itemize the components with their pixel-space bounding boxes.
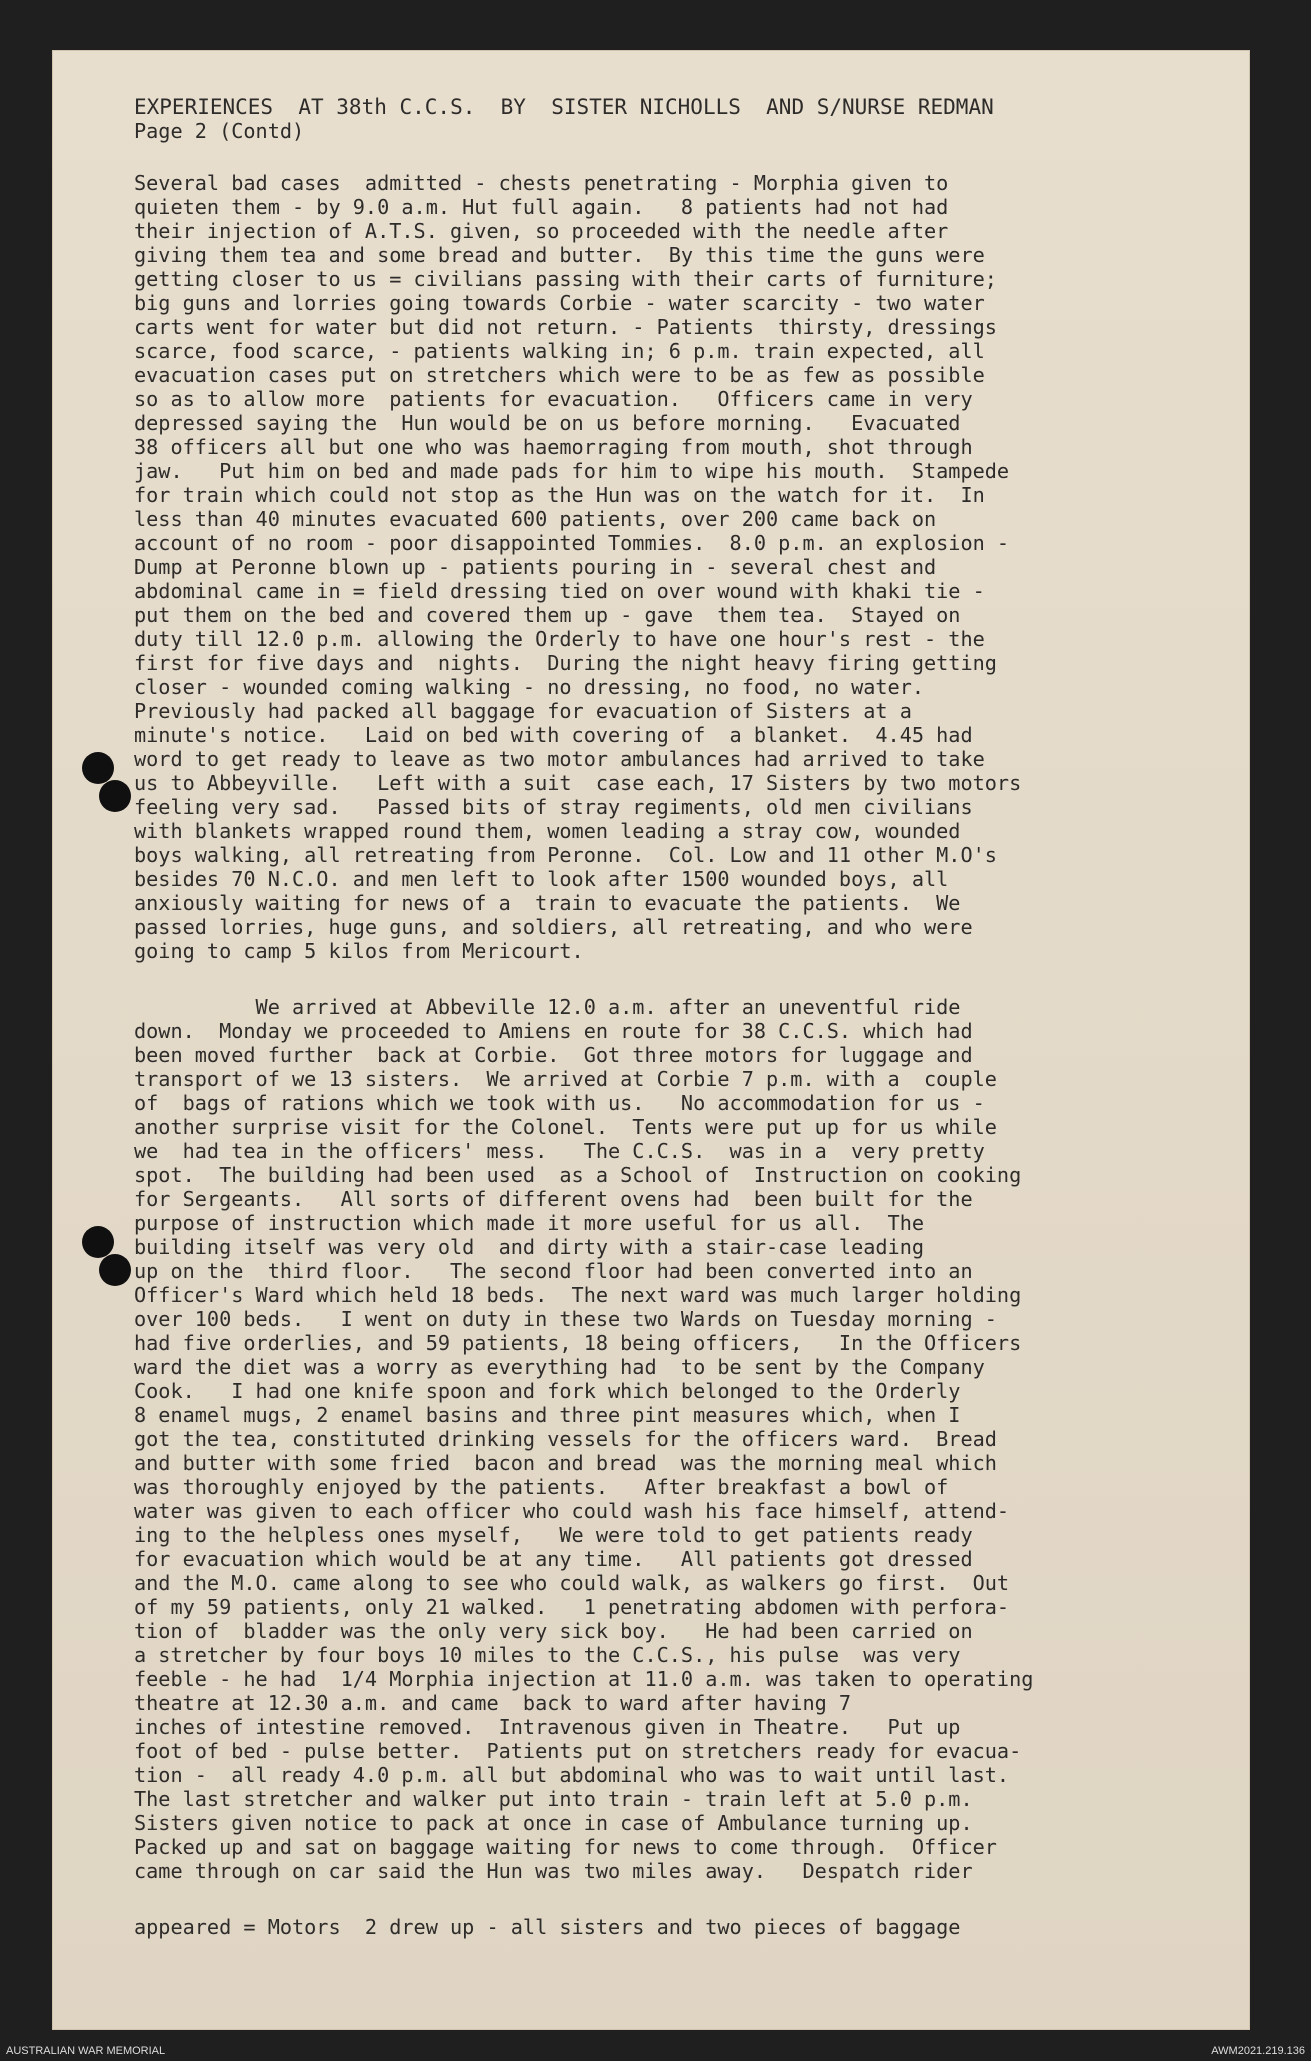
text-line: tion - all ready 4.0 p.m. all but abdominal who was to wait until last. xyxy=(134,1763,1010,1787)
text-line: of my 59 patients, only 21 walked. 1 penetrating abdomen with perfora- xyxy=(134,1595,1010,1619)
text-line: with blankets wrapped round them, women leading a stray cow, wounded xyxy=(134,819,961,843)
punch-hole xyxy=(82,752,114,784)
text-line: Officer's Ward which held 18 beds. The next ward was much larger holding xyxy=(134,1283,1022,1307)
last-line xyxy=(134,1915,1195,1939)
text-line: carts went for water but did not return. - Patients thirsty, dressings xyxy=(134,315,997,339)
text-line: ward the diet was a worry as everything had to be sent by the Company xyxy=(134,1355,985,1379)
punch-hole xyxy=(82,1226,114,1258)
text-line: feeble - he had 1/4 Morphia injection at 11.0 a.m. was taken to operating xyxy=(134,1667,1034,1691)
text-line: their injection of A.T.S. given, so proceeded with the needle after xyxy=(134,219,949,243)
text-line: us to Abbeyville. Left with a suit case each, 17 Sisters by two motors xyxy=(134,771,1022,795)
footer-id: AWM2021.219.136 xyxy=(1211,2045,1305,2057)
text-line: appeared = Motors 2 drew up - all sisters and two pieces of baggage xyxy=(134,1915,961,1939)
text-line: up on the third floor. The second floor had been converted into an xyxy=(134,1259,973,1283)
footer-credit: AUSTRALIAN WAR MEMORIAL xyxy=(6,2045,166,2057)
text-line: quieten them - by 9.0 a.m. Hut full again. 8 patients had not had xyxy=(134,195,949,219)
text-line: big guns and lorries going towards Corbie - water scarcity - two water xyxy=(134,291,985,315)
text-line: water was given to each officer who could wash his face himself, attend- xyxy=(134,1499,1010,1523)
text-line: boys walking, all retreating from Peronne. Col. Low and 11 other M.O's xyxy=(134,843,997,867)
text-line: we had tea in the officers' mess. The C.C.S. was in a very pretty xyxy=(134,1139,985,1163)
text-line: account of no room - poor disappointed Tommies. 8.0 p.m. an explosion - xyxy=(134,531,1010,555)
text-line: was thoroughly enjoyed by the patients. After breakfast a bowl of xyxy=(134,1475,949,1499)
text-line: abdominal came in = field dressing tied on over wound with khaki tie - xyxy=(134,579,985,603)
text-line: minute's notice. Laid on bed with covering of a blanket. 4.45 had xyxy=(134,723,973,747)
text-line: spot. The building had been used as a School of Instruction on cooking xyxy=(134,1163,1022,1187)
text-line: transport of we 13 sisters. We arrived at Corbie 7 p.m. with a couple xyxy=(134,1067,997,1091)
text-line: word to get ready to leave as two motor ambulances had arrived to take xyxy=(134,747,985,771)
text-line: evacuation cases put on stretchers which were to be as few as possible xyxy=(134,363,985,387)
typed-text xyxy=(134,95,1195,1939)
text-line: foot of bed - pulse better. Patients put on stretchers ready for evacua- xyxy=(134,1739,1022,1763)
text-line: Dump at Peronne blown up - patients pouring in - several chest and xyxy=(134,555,937,579)
text-line: got the tea, constituted drinking vessels for the officers ward. Bread xyxy=(134,1427,997,1451)
document-page xyxy=(52,50,1250,2030)
text-line: for train which could not stop as the Hun was on the watch for it. In xyxy=(134,483,985,507)
text-line: 8 enamel mugs, 2 enamel basins and three pint measures which, when I xyxy=(134,1403,961,1427)
punch-hole xyxy=(99,780,131,812)
text-line: down. Monday we proceeded to Amiens en route for 38 C.C.S. which had xyxy=(134,1019,973,1043)
text-line: ing to the helpless ones myself, We were told to get patients ready xyxy=(134,1523,973,1547)
text-line: first for five days and nights. During the night heavy firing getting xyxy=(134,651,997,675)
document-title: EXPERIENCES AT 38th C.C.S. BY SISTER NICHOLLS AND S/NURSE REDMAN xyxy=(134,95,994,119)
text-line: duty till 12.0 p.m. allowing the Orderly to have one hour's rest - the xyxy=(134,627,985,651)
text-line: feeling very sad. Passed bits of stray regiments, old men civilians xyxy=(134,795,973,819)
text-line: purpose of instruction which made it more useful for us all. The xyxy=(134,1211,925,1235)
text-line: scarce, food scarce, - patients walking in; 6 p.m. train expected, all xyxy=(134,339,985,363)
text-line: so as to allow more patients for evacuation. Officers came in very xyxy=(134,387,973,411)
text-line: We arrived at Abbeville 12.0 a.m. after an uneventful ride xyxy=(134,995,961,1019)
text-line: put them on the bed and covered them up - gave them tea. Stayed on xyxy=(134,603,961,627)
footer xyxy=(0,2041,1311,2061)
text-line: The last stretcher and walker put into train - train left at 5.0 p.m. xyxy=(134,1787,973,1811)
text-line: inches of intestine removed. Intravenous given in Theatre. Put up xyxy=(134,1715,961,1739)
text-line: Packed up and sat on baggage waiting for news to come through. Officer xyxy=(134,1835,997,1859)
text-line: and the M.O. came along to see who could walk, as walkers go first. Out xyxy=(134,1571,1010,1595)
text-line: been moved further back at Corbie. Got three motors for luggage and xyxy=(134,1043,973,1067)
text-line: Previously had packed all baggage for evacuation of Sisters at a xyxy=(134,699,912,723)
text-line: for evacuation which would be at any time. All patients got dressed xyxy=(134,1547,973,1571)
paragraph-2 xyxy=(134,995,1195,1883)
text-line: getting closer to us = civilians passing with their carts of furniture; xyxy=(134,267,997,291)
text-line: giving them tea and some bread and butter. By this time the guns were xyxy=(134,243,985,267)
text-line: theatre at 12.30 a.m. and came back to ward after having 7 xyxy=(134,1691,852,1715)
text-line: less than 40 minutes evacuated 600 patients, over 200 came back on xyxy=(134,507,937,531)
punch-hole xyxy=(99,1254,131,1286)
text-line: besides 70 N.C.O. and men left to look after 1500 wounded boys, all xyxy=(134,867,949,891)
text-line: tion of bladder was the only very sick boy. He had been carried on xyxy=(134,1619,973,1643)
text-line: closer - wounded coming walking - no dressing, no food, no water. xyxy=(134,675,925,699)
text-line: had five orderlies, and 59 patients, 18 being officers, In the Officers xyxy=(134,1331,1022,1355)
text-line: came through on car said the Hun was two miles away. Despatch rider xyxy=(134,1859,973,1883)
text-line: another surprise visit for the Colonel. Tents were put up for us while xyxy=(134,1115,997,1139)
text-line: jaw. Put him on bed and made pads for him to wipe his mouth. Stampede xyxy=(134,459,1010,483)
text-line: passed lorries, huge guns, and soldiers, all retreating, and who were xyxy=(134,915,973,939)
text-line: Several bad cases admitted - chests penetrating - Morphia given to xyxy=(134,171,949,195)
text-line: over 100 beds. I went on duty in these two Wards on Tuesday morning - xyxy=(134,1307,997,1331)
page-number: Page 2 (Contd) xyxy=(134,119,305,143)
text-line: depressed saying the Hun would be on us before morning. Evacuated xyxy=(134,411,961,435)
text-line: a stretcher by four boys 10 miles to the C.C.S., his pulse was very xyxy=(134,1643,961,1667)
text-line: Sisters given notice to pack at once in case of Ambulance turning up. xyxy=(134,1811,973,1835)
text-line: of bags of rations which we took with us. No accommodation for us - xyxy=(134,1091,985,1115)
text-line: and butter with some fried bacon and bread was the morning meal which xyxy=(134,1451,997,1475)
text-line: for Sergeants. All sorts of different ovens had been built for the xyxy=(134,1187,973,1211)
text-line: anxiously waiting for news of a train to evacuate the patients. We xyxy=(134,891,961,915)
text-line: building itself was very old and dirty with a stair-case leading xyxy=(134,1235,925,1259)
paragraph-1 xyxy=(134,171,1195,963)
text-line: 38 officers all but one who was haemorraging from mouth, shot through xyxy=(134,435,973,459)
text-line: going to camp 5 kilos from Mericourt. xyxy=(134,939,584,963)
text-line: Cook. I had one knife spoon and fork which belonged to the Orderly xyxy=(134,1379,961,1403)
